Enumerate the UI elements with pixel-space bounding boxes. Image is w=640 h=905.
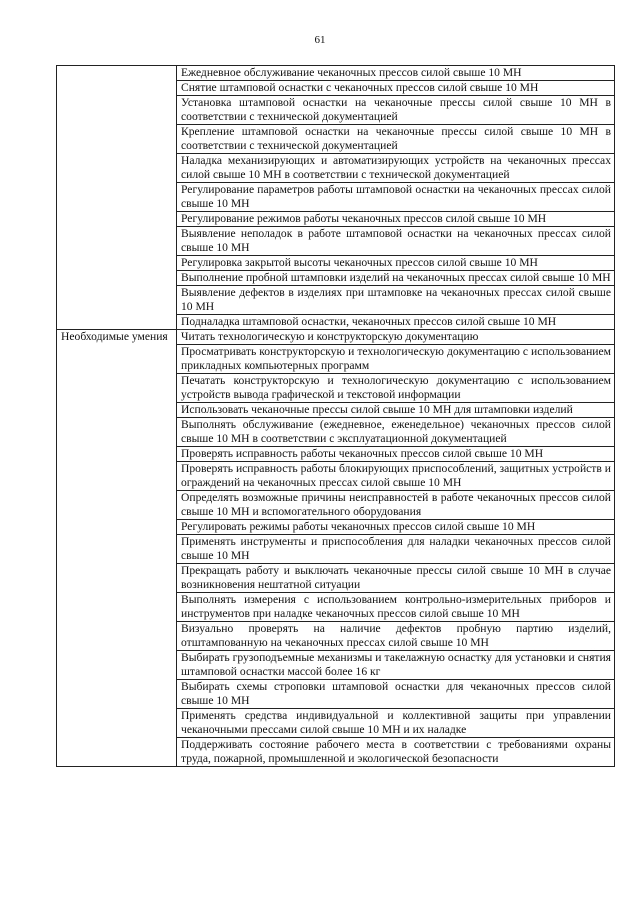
required-skill-item: Визуально проверять на наличие дефектов пробную партию изделий, отштампованную на чеканочных прессах силой свыше 10 МН <box>177 622 615 651</box>
standard-table <box>56 65 615 767</box>
labor-action-item: Снятие штамповой оснастки с чеканочных прессов силой свыше 10 МН <box>177 81 615 96</box>
table-row <box>57 66 615 81</box>
table-row <box>57 330 615 345</box>
page-number: 61 <box>314 34 326 46</box>
required-skill-item: Проверять исправность работы чеканочных прессов силой свыше 10 МН <box>177 447 615 462</box>
required-skill-item: Просматривать конструкторскую и технологическую документацию с использованием прикладных компьютерных программ <box>177 345 615 374</box>
labor-action-item: Выполнение пробной штамповки изделий на чеканочных прессах силой свыше 10 МН <box>177 271 615 286</box>
labor-action-item: Выявление дефектов в изделиях при штамповке на чеканочных прессах силой свыше 10 МН <box>177 286 615 315</box>
required-skill-item: Выполнять обслуживание (ежедневное, еженедельное) чеканочных прессов силой свыше 10 МН в соответствии с эксплуатационной документацией <box>177 418 615 447</box>
labor-action-item: Крепление штамповой оснастки на чеканочные прессы силой свыше 10 МН в соответствии с технической документацией <box>177 125 615 154</box>
labor-action-item: Подналадка штамповой оснастки, чеканочных прессов силой свыше 10 МН <box>177 315 615 330</box>
labor-action-item: Регулирование режимов работы чеканочных прессов силой свыше 10 МН <box>177 212 615 227</box>
labor-action-item: Установка штамповой оснастки на чеканочные прессы силой свыше 10 МН в соответствии с технической документацией <box>177 96 615 125</box>
required-skill-item: Применять средства индивидуальной и коллективной защиты при управлении чеканочными прессами силой свыше 10 МН и их наладке <box>177 709 615 738</box>
standard-table-body <box>57 66 615 767</box>
required-skill-item: Регулировать режимы работы чеканочных прессов силой свыше 10 МН <box>177 520 615 535</box>
required-skill-item: Использовать чеканочные прессы силой свыше 10 МН для штамповки изделий <box>177 403 615 418</box>
required-skill-item: Проверять исправность работы блокирующих приспособлений, защитных устройств и ограждений на чеканочных прессах силой свыше 10 МН <box>177 462 615 491</box>
required-skill-item: Выбирать грузоподъемные механизмы и такелажную оснастку для установки и снятия штамповой оснастки массой более 16 кг <box>177 651 615 680</box>
required-skill-item: Выбирать схемы строповки штамповой оснастки для чеканочных прессов силой свыше 10 МН <box>177 680 615 709</box>
required-skills-label-cell: Необходимые умения <box>57 330 177 767</box>
required-skill-item: Читать технологическую и конструкторскую документацию <box>177 330 615 345</box>
labor-action-item: Наладка механизирующих и автоматизирующих устройств на чеканочных прессах силой свыше 10 МН в соответствии с технической документацией <box>177 154 615 183</box>
required-skill-item: Прекращать работу и выключать чеканочные прессы силой свыше 10 МН в случае возникновения нештатной ситуации <box>177 564 615 593</box>
required-skill-item: Применять инструменты и приспособления для наладки чеканочных прессов силой свыше 10 МН <box>177 535 615 564</box>
labor-actions-label-cell <box>57 66 177 330</box>
required-skill-item: Печатать конструкторскую и технологическую документацию с использованием устройств вывода графической и текстовой информации <box>177 374 615 403</box>
required-skill-item: Выполнять измерения с использованием контрольно-измерительных приборов и инструментов при наладке чеканочных прессов силой свыше 10 МН <box>177 593 615 622</box>
labor-action-item: Регулировка закрытой высоты чеканочных прессов силой свыше 10 МН <box>177 256 615 271</box>
required-skill-item: Поддерживать состояние рабочего места в соответствии с требованиями охраны труда, пожарной, промышленной и экологической безопасности <box>177 738 615 767</box>
labor-action-item: Выявление неполадок в работе штамповой оснастки на чеканочных прессах силой свыше 10 МН <box>177 227 615 256</box>
labor-action-item: Ежедневное обслуживание чеканочных прессов силой свыше 10 МН <box>177 66 615 81</box>
labor-action-item: Регулирование параметров работы штамповой оснастки на чеканочных прессах силой свыше 10 МН <box>177 183 615 212</box>
required-skill-item: Определять возможные причины неисправностей в работе чеканочных прессов силой свыше 10 МН и вспомогательного оборудования <box>177 491 615 520</box>
